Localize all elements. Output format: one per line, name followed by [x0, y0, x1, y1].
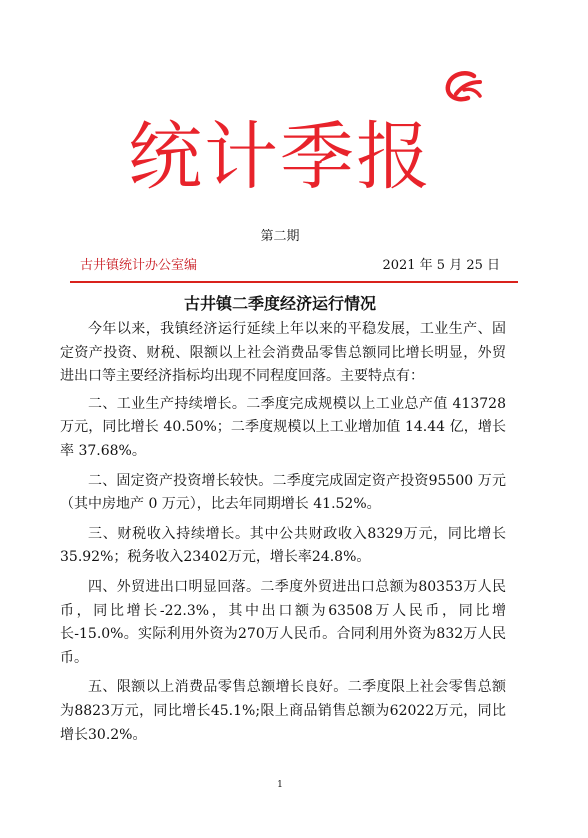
page-number: 1: [277, 780, 283, 790]
paragraph-intro: 今年以来，我镇经济运行延续上年以来的平稳发展，工业生产、固定资产投资、财税、限额以上社会消费品零售总额同比增长明显，外贸进出口等主要经济指标均出现不同程度回落。主要特点有：: [60, 321, 506, 385]
article-body: [60, 318, 506, 753]
editor-office: 古井镇统计办公室编: [80, 258, 198, 273]
masthead-title: 统计季报: [128, 114, 432, 200]
paragraph-industrial: 二、工业生产持续增长。二季度完成规模以上工业总产值 413728 万元，同比增长 40.50%；二季度规模以上工业增加值 14.44 亿，增长率 37.68%。: [60, 395, 506, 459]
stats-bureau-logo-icon: [444, 70, 484, 104]
issue-number: 第二期: [260, 229, 300, 244]
article-title: 古井镇二季度经济运行情况: [183, 294, 376, 313]
publish-date: 2021 年 5 月 25 日: [382, 258, 500, 273]
paragraph-retail: 五、限额以上消费品零售总额增长良好。二季度限上社会零售总额为8823万元，同比增长45.1%;限上商品销售总额为62022万元，同比增长30.2%。: [60, 679, 506, 743]
paragraph-fixed-investment: 二、固定资产投资增长较快。二季度完成固定资产投资95500 万元（其中房地产 0 万元），比去年同期增长 41.52%。: [60, 472, 506, 513]
paragraph-fiscal: 三、财税收入持续增长。其中公共财政收入8329万元，同比增长35.92%；税务收入23402万元，增长率24.8%。: [60, 525, 506, 566]
paragraph-foreign-trade: 四、外贸进出口明显回落。二季度外贸进出口总额为80353万人民币，同比增长-22.3%，其中出口额为63508万人民币，同比增长-15.0%。实际利用外资为270万人民币。合同利用外资为832万人民币。: [60, 578, 506, 666]
header-divider: [70, 281, 518, 283]
